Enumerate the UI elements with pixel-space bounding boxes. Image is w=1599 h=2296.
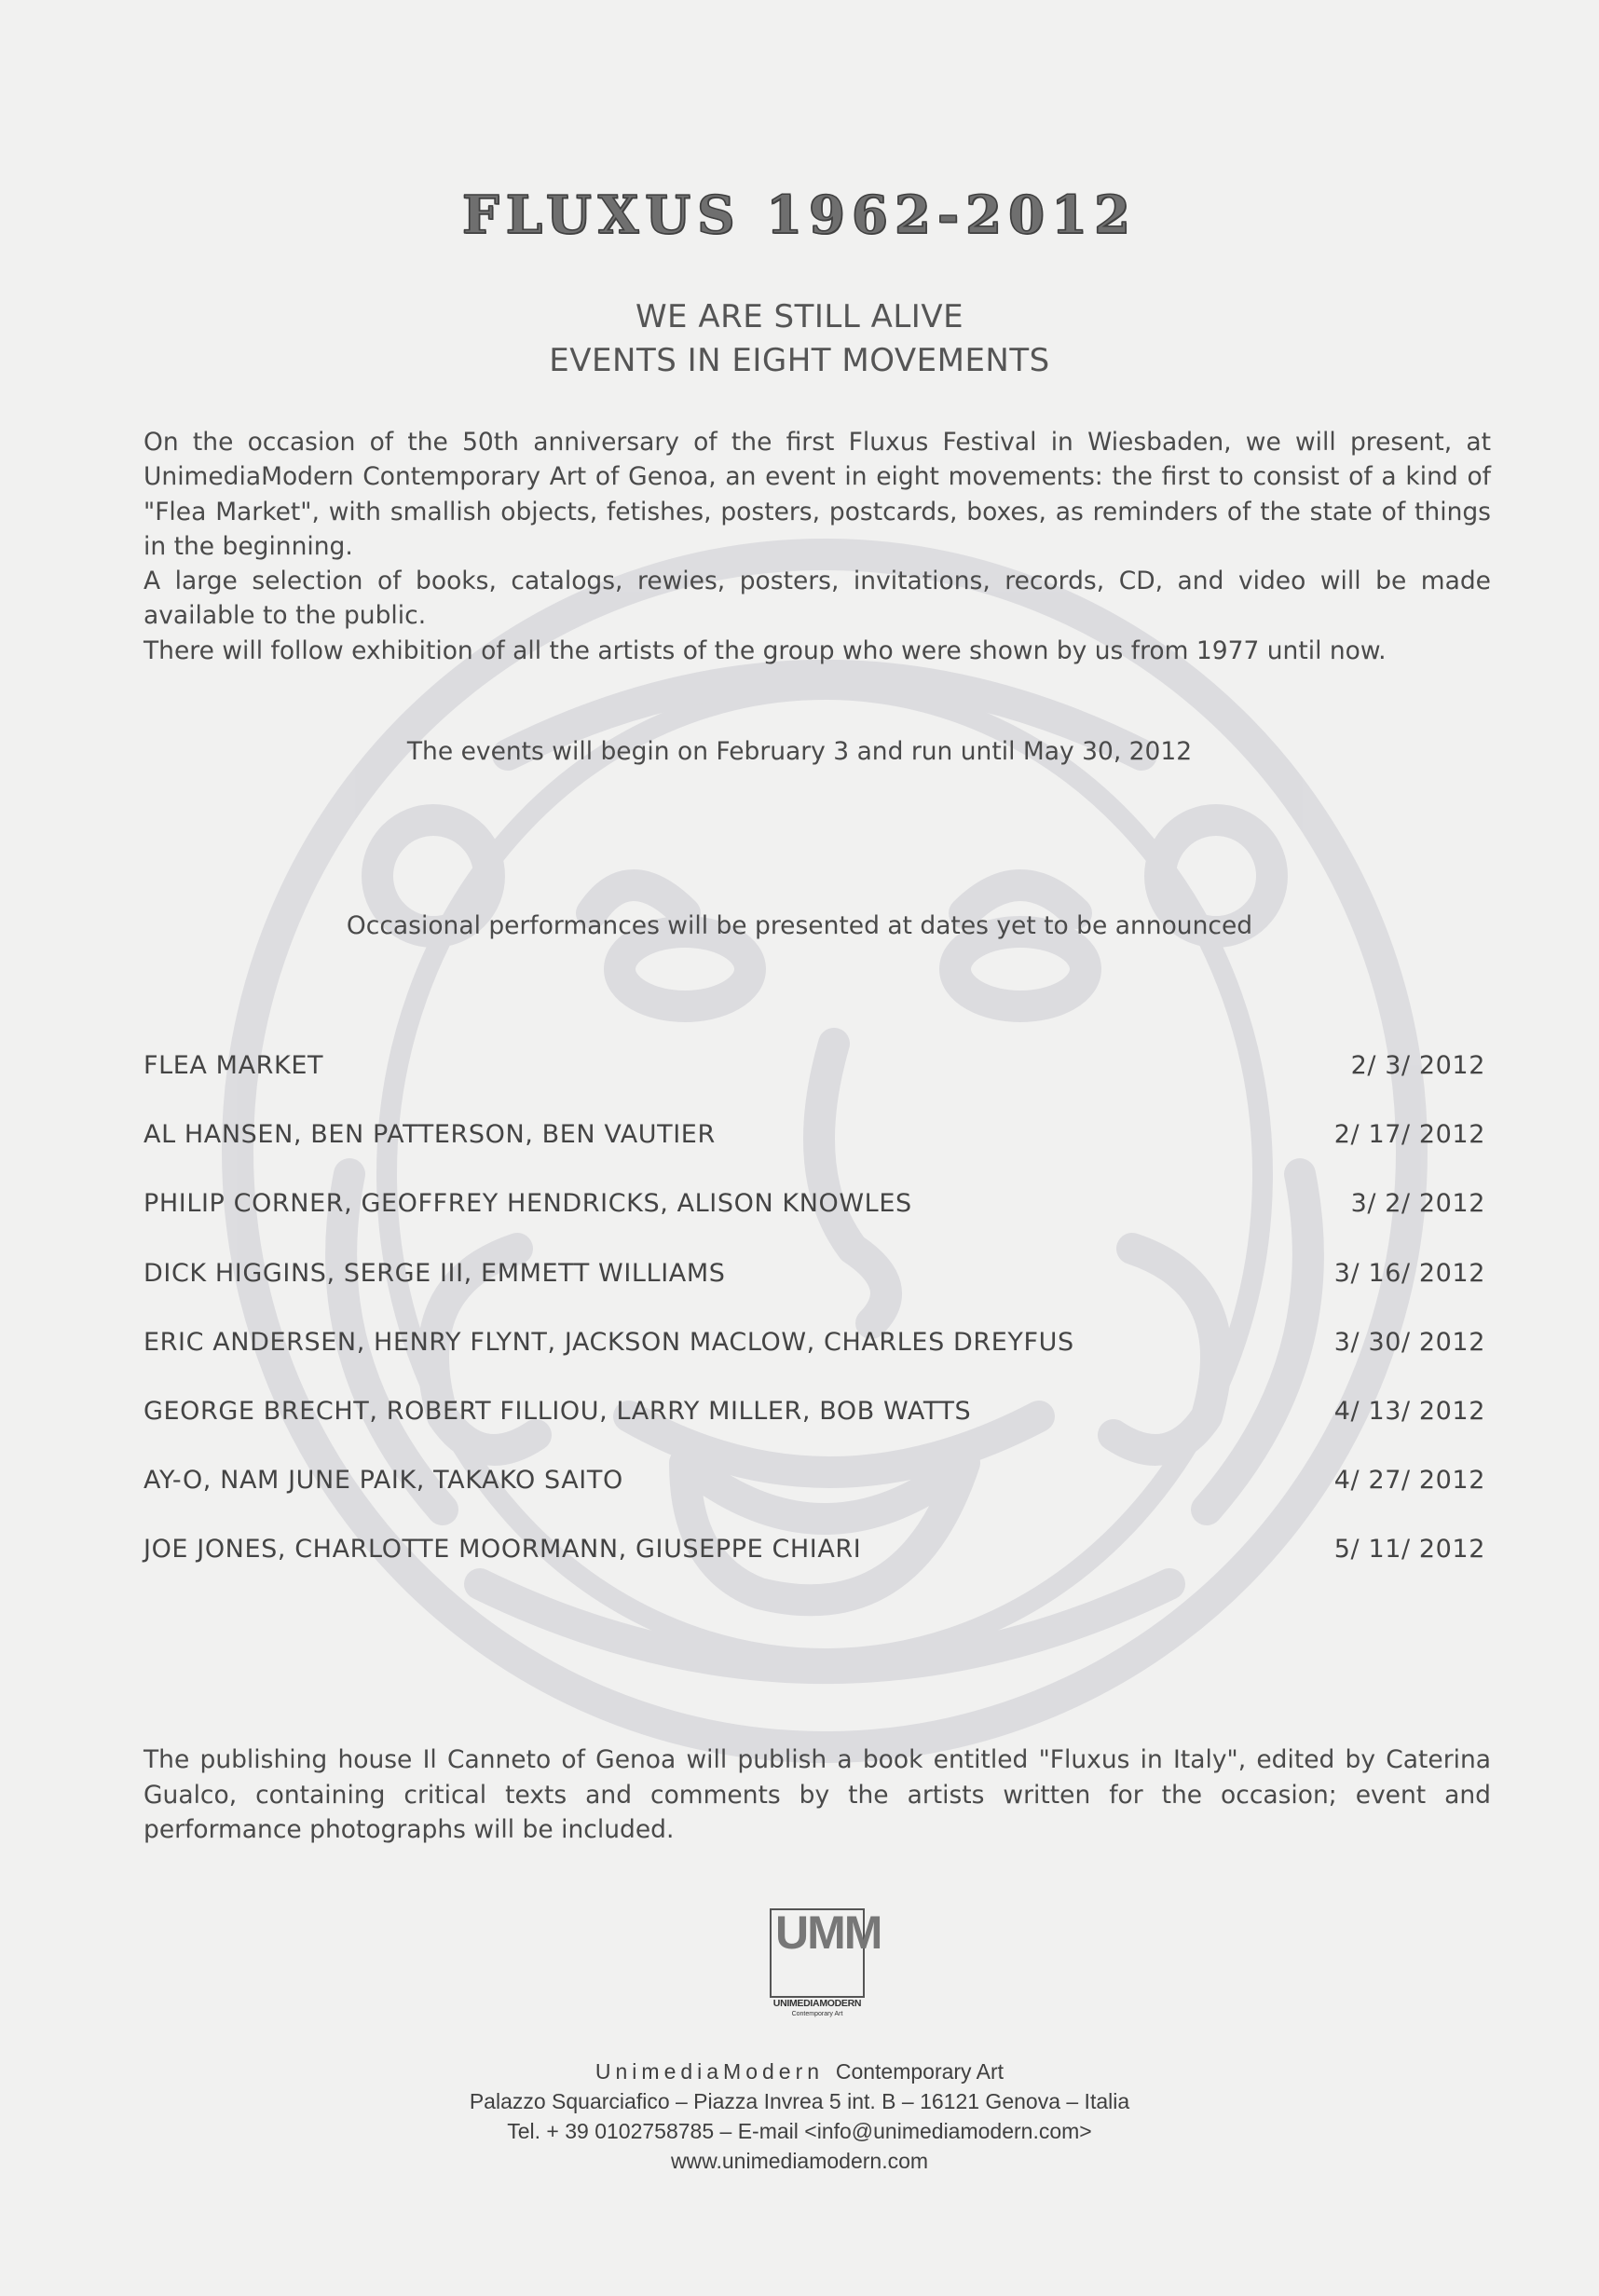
schedule-date: 3/ 30/ 2012 (1333, 1327, 1485, 1357)
schedule-date: 4/ 27/ 2012 (1333, 1466, 1485, 1496)
contact-website: www.unimediamodern.com (670, 2149, 929, 2173)
schedule-row (144, 1051, 1485, 1120)
umm-logo (770, 1906, 882, 2024)
performances-note: Occasional performances will be presented at dates yet to be announced (346, 911, 1253, 940)
intro-paragraph-1: On the occasion of the 50th anniversary of the first Fluxus Festival in Wiesbaden, we will present, at UnimediaModern Contemporary Art of Genoa, an event in eight movements: the first to consist of a kind of "Flea Market", with smallish objects, fetishes, posters, postcards, boxes, as reminders of the state of things in the beginning. (144, 428, 1491, 561)
schedule-row (144, 1189, 1485, 1258)
schedule-row (144, 1120, 1485, 1189)
schedule-artists: ERIC ANDERSEN, HENRY FLYNT, JACKSON MACLOW, CHARLES DREYFUS (144, 1327, 1074, 1357)
logo-name: UNIMEDIAMODERN (772, 1998, 862, 2009)
publishing-note: The publishing house Il Canneto of Genoa will publish a book entitled "Fluxus in Italy", edited by Caterina Gualco, containing critical texts and comments by the artists written for the occasion; event and performance photographs will be included. (144, 1745, 1491, 1844)
event-dates-line: The events will begin on February 3 and run until May 30, 2012 (406, 737, 1193, 766)
intro-paragraph-3: There will follow exhibition of all the artists of the group who were shown by us from 1977 until now. (144, 636, 1387, 665)
contact-address: Palazzo Squarciafico – Piazza Invrea 5 int. B – 16121 Genova – Italia (469, 2089, 1130, 2113)
schedule-date: 3/ 16/ 2012 (1333, 1258, 1485, 1288)
schedule-date: 2/ 17/ 2012 (1333, 1120, 1485, 1150)
contact-phone-email: Tel. + 39 0102758785 – E-mail <info@unimediamodern.com> (507, 2119, 1092, 2143)
schedule-row (144, 1328, 1485, 1397)
contact-org-suffix: Contemporary Art (835, 2059, 1004, 2084)
schedule-row (144, 1397, 1485, 1466)
schedule-row (144, 1535, 1485, 1604)
schedule-artists: GEORGE BRECHT, ROBERT FILLIOU, LARRY MILLER, BOB WATTS (144, 1396, 972, 1426)
logo-box (770, 1906, 882, 1998)
schedule-date: 5/ 11/ 2012 (1333, 1535, 1485, 1565)
schedule-artists: FLEA MARKET (144, 1051, 324, 1080)
logo-letters: UMM (775, 1906, 882, 1959)
schedule-artists: AL HANSEN, BEN PATTERSON, BEN VAUTIER (144, 1120, 716, 1150)
contact-org-name: UnimediaModern (594, 2059, 825, 2084)
schedule-artists: DICK HIGGINS, SERGE III, EMMETT WILLIAMS (144, 1258, 726, 1288)
subtitle-line-1: WE ARE STILL ALIVE (635, 298, 964, 335)
schedule-date: 4/ 13/ 2012 (1333, 1396, 1485, 1426)
schedule-date: 3/ 2/ 2012 (1350, 1189, 1485, 1219)
schedule-artists: AY-O, NAM JUNE PAIK, TAKAKO SAITO (144, 1466, 623, 1496)
schedule-artists: PHILIP CORNER, GEOFFREY HENDRICKS, ALISON KNOWLES (144, 1189, 912, 1219)
intro-paragraph-2: A large selection of books, catalogs, rewies, posters, invitations, records, CD, and video will be made available to the public. (144, 567, 1491, 631)
subtitle-line-2: EVENTS IN EIGHT MOVEMENTS (549, 342, 1050, 379)
document-title: FLUXUS 1962-2012 (461, 184, 1138, 246)
contact-org (0, 2059, 1599, 2084)
schedule-row (144, 1259, 1485, 1328)
schedule-row (144, 1466, 1485, 1535)
event-schedule (144, 1051, 1485, 1605)
schedule-artists: JOE JONES, CHARLOTTE MOORMANN, GIUSEPPE CHIARI (144, 1535, 862, 1565)
logo-tagline: Contemporary Art (791, 2011, 843, 2017)
schedule-date: 2/ 3/ 2012 (1350, 1051, 1485, 1080)
intro-text (144, 425, 1491, 668)
